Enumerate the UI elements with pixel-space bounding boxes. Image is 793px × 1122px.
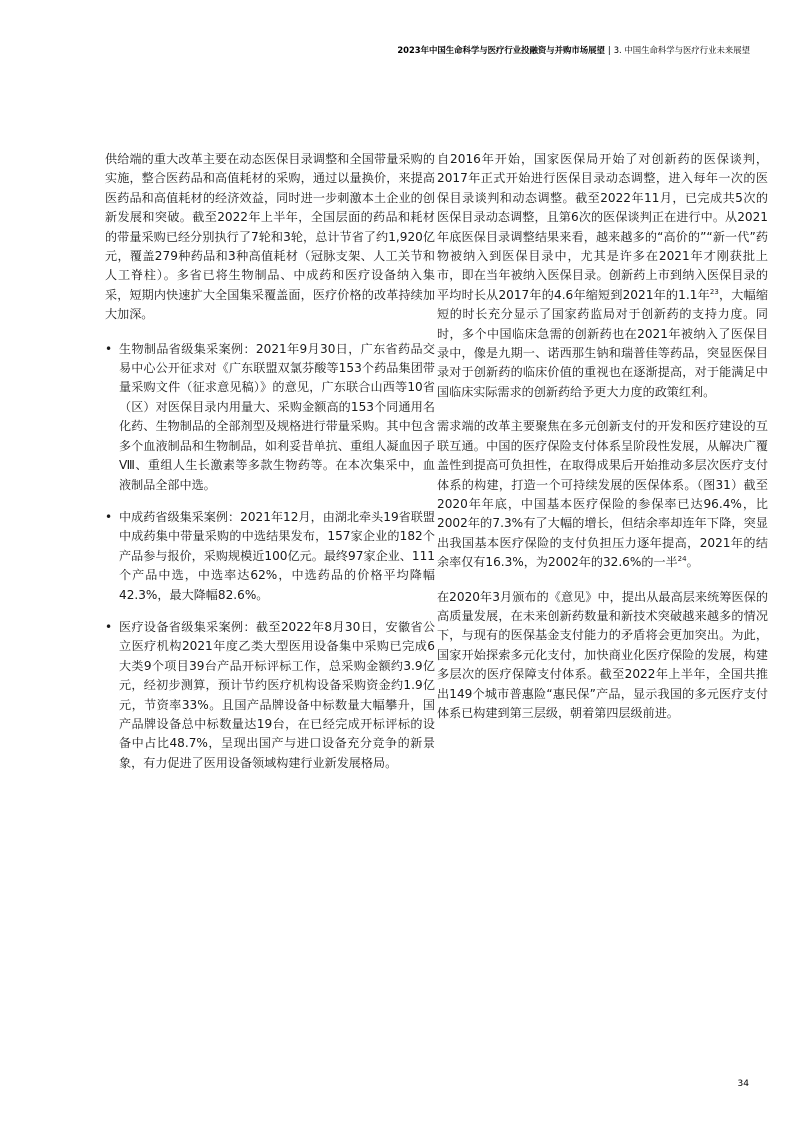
section-title: 3. 中国生命科学与医疗行业未来展望 [613,45,750,55]
bullet-icon: • [105,341,113,356]
list-item-text: 医疗设备省级集采案例：截至2022年8月30日，安徽省公立医疗机构2021年度乙类大型医用设备集中采购已完成6大类9个项目39台产品开标评标工作，总采购金额约3.9亿元，经初步测算，预计节约医疗机构设备采购资金约1.9亿元，节资率33%。且国产品牌设备中标数量大幅攀升，国产品牌设备总中标数量达19台，在已经完成开标评标的设备中占比48.7%，呈现出国产与进口设备充分竞争的新景象，有力促进了医用设备领域构建行业新发展格局。 [119,619,435,770]
list-item [105,508,435,605]
running-header [397,44,750,56]
footnote-ref-23: 23 [709,287,719,296]
list-item [105,340,435,495]
bullet-icon: • [105,619,113,634]
report-title: 2023年中国生命科学与医疗行业投融资与并购市场展望 [397,45,605,55]
paragraph-text: 。 [686,555,699,570]
list-item-text: 中成药省级集采案例：2021年12月，由湖北牵头19省联盟中成药集中带量采购的中选结果发布，157家企业的182个产品参与报价，采购规模近100亿元。最终97家企业、111个产品中选，中选率达62%，中选药品的价格平均降幅42.3%，最大降幅82.6%。 [119,509,435,602]
paragraph-text: 自2016年开始，国家医保局开始了对创新药的医保谈判，2017年正式开始进行医保目录动态调整，进入每年一次的医保目录谈判和动态调整。截至2022年11月，已完成共5次的医保目录动态调整，且第6次的医保谈判正在进行中。从2021年底医保目录调整结果来看，越来越多的“高价的”“新一代”药物被纳入到医保目录中，尤其是许多在2021年才刚获批上市，即在当年被纳入医保目录。创新药上市到纳入医保目录的平均时长从2017年的4.6年缩短到2021年的1.1年 [437,152,768,302]
left-column [105,150,435,786]
bullet-icon: • [105,509,113,524]
list-item-text: 生物制品省级集采案例：2021年9月30日，广东省药品交易中心公开征求对《广东联盟双氯芬酸等153个药品集团带量采购文件（征求意见稿）》的意见，广东联合山西等10省（区）对医保目录内用量大、采购金额高的153个同通用名化药、生物制品的全部剂型及规格进行带量采购。其中包含多个血液制品和生物制品，如利妥昔单抗、重组人凝血因子Ⅷ、重组人生长激素等多款生物药等。在本次集采中，血液制品全部中选。 [119,341,435,492]
header-separator: | [607,45,611,55]
list-item [105,618,435,773]
paragraph-text: ，大幅缩短的时长充分显示了国家药监局对于创新药的支持力度。同时，多个中国临床急需的创新药也在2021年被纳入了医保目录中，像是九期一、诺西那生钠和瑞普佳等药品，突显医保目录对于创新药的临床价值的重视也在逐渐提高，对于能满足中国临床实际需求的创新药给予更大力度的政策红利。 [437,287,768,399]
supply-side-paragraph: 供给端的重大改革主要在动态医保目录调整和全国带量采购的实施，整合医药品和高值耗材的采购，通过以量换价，来提高医药品和高值耗材的经济效益，同时进一步刺激本土企业的创新发展和突破。截至2022年上半年，全国层面的药品和耗材的带量采购已经分别执行了7轮和3轮，总计节省了约1,920亿元，覆盖279种药品和3种高值耗材（冠脉支架、人工关节和人工脊柱）。多省已将生物制品、中成药和医疗设备纳入集采，短期内快速扩大全国集采覆盖面，医疗价格的改革持续加大加深。 [105,152,435,322]
footnote-ref-24: 24 [677,555,687,564]
procurement-case-list [105,340,435,774]
innovative-drug-paragraph [437,150,768,402]
paragraph-text: 需求端的改革主要聚焦在多元创新支付的开发和医疗建设的互联互通。中国的医疗保险支付体系呈阶段性发展，从解决广覆盖性到提高可负担性，在取得成果后开始推动多层次医疗支付体系的构建，打造一个可持续发展的医保体系。（图31）截至2020年年底，中国基本医疗保险的参保率已达96.4%，比2002年的7.3%有了大幅的增长，但结余率却连年下降，突显出我国基本医疗保险的支付负担压力逐年提高，2021年的结余率仅有16.3%，为2002年的32.6%的一半 [437,419,768,570]
demand-side-paragraph [437,417,768,572]
page-number: 34 [737,1079,749,1089]
multi-payment-paragraph: 在2020年3月颁布的《意见》中，提出从最高层来统筹医保的高质量发展，在未来创新药数量和新技术突破越来越多的情况下，与现有的医保基金支付能力的矛盾将会更加突出。为此，国家开始探索多元化支付，加快商业化医疗保险的发展，构建多层次的医疗保障支付体系。截至2022年上半年，全国共推出149个城市普惠险“惠民保”产品，显示我国的多元医疗支付体系已构建到第三层级，朝着第四层级前进。 [437,589,768,720]
right-column [437,150,768,738]
